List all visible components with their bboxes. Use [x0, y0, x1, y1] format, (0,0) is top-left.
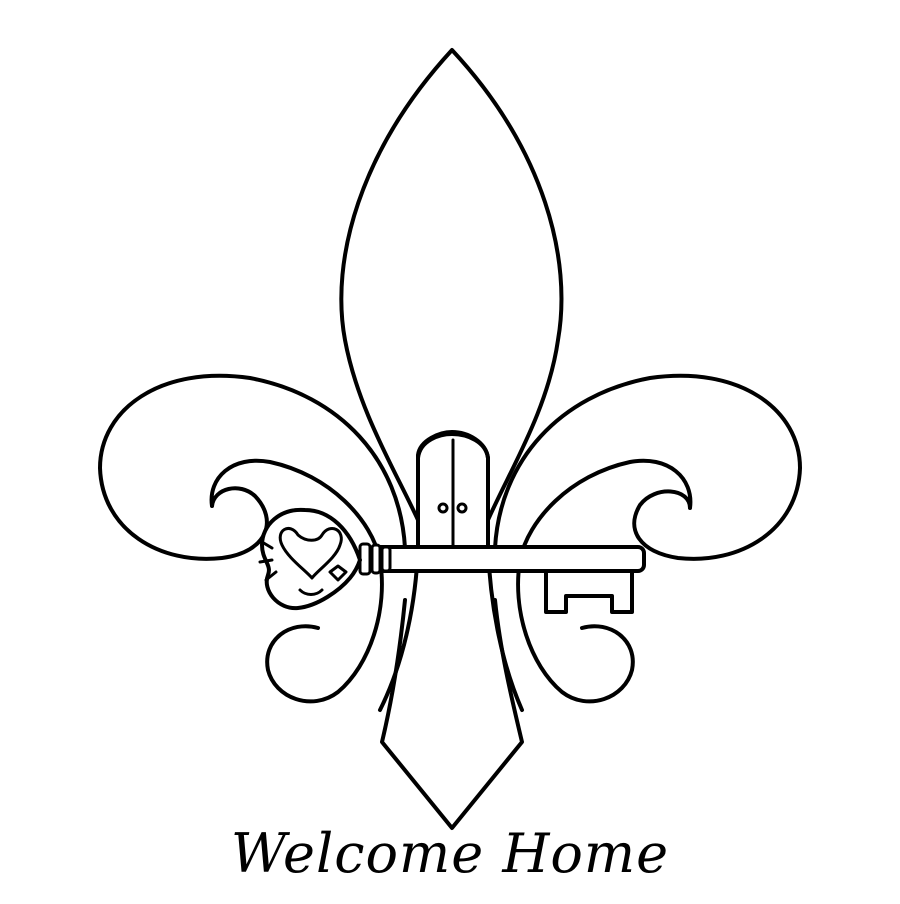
key-bow	[260, 510, 360, 608]
key-bit	[546, 571, 632, 612]
band-dot-left	[439, 504, 447, 512]
key-collar-2	[372, 545, 380, 573]
key-collar-3	[382, 547, 390, 571]
band-dot-right	[458, 504, 466, 512]
fleur-right-scroll	[495, 376, 800, 702]
fleur-left-scroll	[100, 376, 405, 702]
key-shaft	[368, 547, 644, 571]
fleur-lower-petal	[382, 600, 522, 828]
welcome-caption: Welcome Home	[230, 822, 670, 885]
